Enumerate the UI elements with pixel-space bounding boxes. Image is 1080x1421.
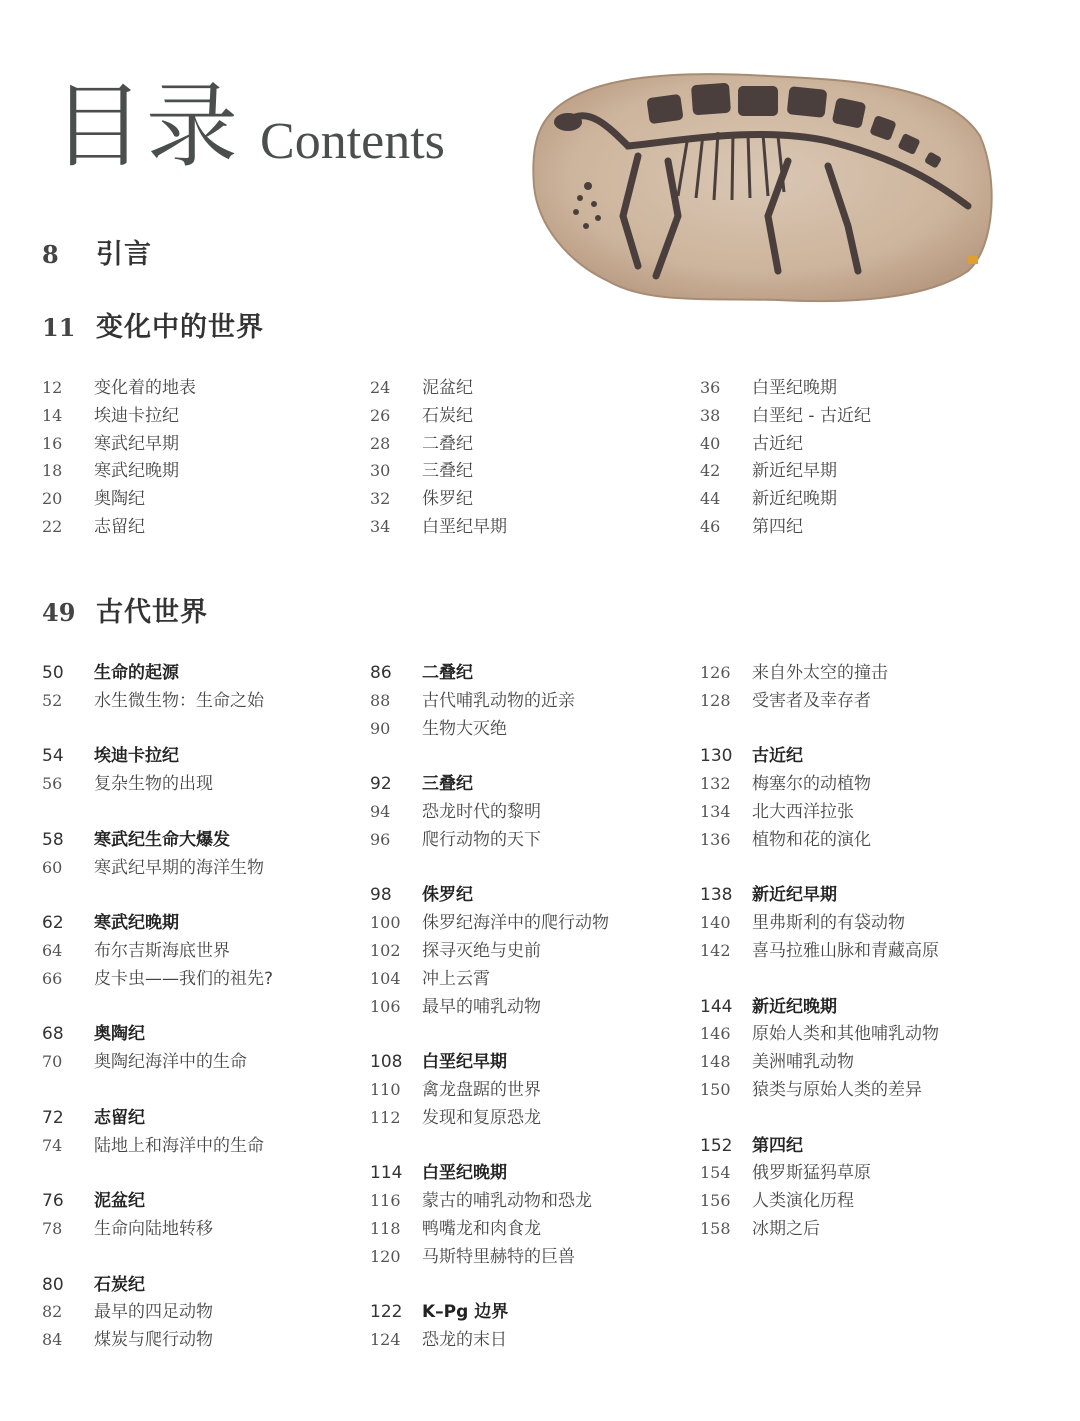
toc-entry-title: 来自外太空的撞击 (752, 663, 888, 683)
toc-page-number: 30 (370, 461, 391, 481)
toc-spacer (42, 1242, 372, 1270)
toc-spacer (700, 964, 1030, 992)
toc-chapter-heading[interactable] (42, 1019, 372, 1047)
toc-entry-title: 布尔吉斯海底世界 (94, 940, 230, 961)
toc-entry[interactable] (370, 1242, 700, 1270)
toc-page-number: 92 (370, 774, 392, 795)
toc-entry[interactable] (700, 769, 1030, 797)
toc-entry[interactable] (370, 512, 700, 540)
toc-entry[interactable] (370, 825, 700, 853)
toc-page-number: 44 (700, 489, 721, 509)
toc-page-number: 90 (370, 718, 391, 738)
toc-page-number: 122 (370, 1302, 403, 1323)
toc-spacer (370, 1131, 700, 1159)
toc-page-number: 116 (370, 1191, 401, 1211)
toc-page-number: 56 (42, 774, 63, 794)
toc-chapter-heading[interactable] (370, 1047, 700, 1075)
section-title: 古代世界 (96, 597, 208, 628)
toc-page-number: 86 (370, 663, 392, 683)
toc-page-number: 106 (370, 996, 401, 1016)
toc-chapter-heading[interactable] (370, 769, 700, 797)
toc-entry[interactable] (700, 456, 1030, 484)
toc-spacer (370, 1270, 700, 1298)
toc-entry[interactable] (370, 373, 700, 401)
toc-chapter-heading[interactable] (700, 741, 1030, 769)
toc-spacer (700, 714, 1030, 742)
toc-entry-title: 侏罗纪海洋中的爬行动物 (422, 913, 609, 934)
toc-page-number: 38 (700, 405, 721, 425)
toc-entry-title: 埃迪卡拉纪 (94, 405, 179, 426)
toc-entry[interactable] (42, 484, 372, 512)
toc-entry-title: 探寻灭绝与史前 (422, 940, 541, 961)
toc-entry-title: 新近纪早期 (752, 885, 837, 906)
toc-entry-title: 白垩纪晚期 (752, 378, 837, 398)
toc-chapter-heading[interactable] (42, 1186, 372, 1214)
toc-entry[interactable] (370, 1075, 700, 1103)
page-title (52, 72, 445, 182)
dinosaur-fossil-image (528, 66, 998, 306)
toc-entry[interactable] (42, 1131, 372, 1159)
toc-entry-title: 俄罗斯猛犸草原 (752, 1163, 871, 1184)
toc-entry[interactable] (370, 1214, 700, 1242)
toc-page-number: 74 (42, 1135, 63, 1155)
toc-spacer (370, 1019, 700, 1047)
toc-entry[interactable] (370, 714, 700, 742)
toc-entry[interactable] (42, 1047, 372, 1075)
toc-entry[interactable] (42, 964, 372, 992)
toc-entry-title: 志留纪 (94, 1107, 145, 1128)
toc-chapter-heading[interactable] (700, 1131, 1030, 1159)
toc-chapter-heading[interactable] (370, 1158, 700, 1186)
toc-entry-title: 最早的哺乳动物 (422, 996, 541, 1017)
toc-entry-title: 煤炭与爬行动物 (94, 1330, 213, 1351)
toc-entry-title: 鸭嘴龙和肉食龙 (422, 1218, 541, 1239)
toc-page-number: 130 (700, 746, 733, 767)
toc-column (370, 658, 700, 1353)
toc-entry-title: 奥陶纪海洋中的生命 (94, 1052, 247, 1073)
section-ancient-world[interactable] (42, 590, 208, 629)
toc-page-number: 158 (700, 1218, 731, 1238)
toc-page-number: 132 (700, 774, 731, 794)
toc-entry-title: K–Pg 边界 (422, 1302, 509, 1323)
toc-entry[interactable] (370, 401, 700, 429)
toc-page-number: 14 (42, 405, 63, 425)
toc-entry[interactable] (370, 456, 700, 484)
toc-entry[interactable] (370, 908, 700, 936)
toc-entry[interactable] (42, 401, 372, 429)
section-title: 变化中的世界 (96, 312, 264, 343)
toc-page-number: 82 (42, 1302, 63, 1322)
title-chinese: 目录 (52, 73, 241, 180)
toc-entry[interactable] (700, 908, 1030, 936)
toc-entry-title: 美洲哺乳动物 (752, 1052, 854, 1073)
toc-spacer (370, 853, 700, 881)
toc-page-number: 32 (370, 489, 391, 509)
toc-entry[interactable] (42, 1214, 372, 1242)
toc-entry[interactable] (42, 512, 372, 540)
toc-entry[interactable] (42, 936, 372, 964)
toc-page-number: 154 (700, 1163, 731, 1183)
toc-page-number: 88 (370, 690, 391, 710)
toc-entry[interactable] (700, 1186, 1030, 1214)
toc-entry-title: 奥陶纪 (94, 1024, 145, 1045)
toc-entry-title: 泥盆纪 (422, 378, 473, 398)
toc-entry-title: 恐龙时代的黎明 (422, 801, 541, 822)
section-page-number: 49 (42, 598, 76, 627)
toc-column (700, 373, 1030, 540)
toc-entry-title: 马斯特里赫特的巨兽 (422, 1246, 575, 1267)
section-page-number: 8 (42, 240, 59, 269)
toc-spacer (42, 880, 372, 908)
toc-page-number: 40 (700, 433, 721, 453)
toc-entry-title: 陆地上和海洋中的生命 (94, 1135, 264, 1156)
toc-column (370, 373, 700, 540)
toc-entry-title: 白垩纪早期 (422, 516, 507, 537)
toc-entry[interactable] (700, 401, 1030, 429)
toc-page-number: 76 (42, 1191, 64, 1212)
toc-page-number: 66 (42, 968, 63, 988)
toc-spacer (700, 1103, 1030, 1131)
toc-entry-title: 寒武纪早期的海洋生物 (94, 857, 264, 878)
toc-page-number: 142 (700, 940, 731, 960)
toc-page-number: 54 (42, 746, 64, 767)
toc-entry[interactable] (42, 1325, 372, 1353)
toc-page-number: 152 (700, 1135, 733, 1156)
toc-column (42, 658, 372, 1353)
toc-entry[interactable] (42, 853, 372, 881)
toc-entry[interactable] (370, 686, 700, 714)
toc-entry[interactable] (370, 1325, 700, 1353)
toc-entry-title: 发现和复原恐龙 (422, 1107, 541, 1128)
toc-page-number: 128 (700, 690, 731, 710)
toc-entry[interactable] (700, 797, 1030, 825)
toc-entry[interactable] (370, 1186, 700, 1214)
toc-entry[interactable] (700, 936, 1030, 964)
toc-page-number: 148 (700, 1052, 731, 1072)
toc-page-number: 62 (42, 913, 64, 934)
toc-chapter-heading[interactable] (42, 1103, 372, 1131)
toc-page-number: 114 (370, 1163, 403, 1184)
toc-entry[interactable] (42, 686, 372, 714)
toc-entry[interactable] (700, 825, 1030, 853)
toc-chapter-heading[interactable] (700, 880, 1030, 908)
toc-entry[interactable] (42, 769, 372, 797)
toc-page-number: 68 (42, 1024, 64, 1045)
toc-entry-title: 三叠纪 (422, 774, 473, 795)
toc-page-number: 110 (370, 1079, 401, 1099)
toc-entry-title: 新近纪早期 (752, 461, 837, 482)
toc-entry-title: 复杂生物的出现 (94, 774, 213, 795)
toc-entry[interactable] (370, 797, 700, 825)
toc-entry-title: 禽龙盘踞的世界 (422, 1079, 541, 1100)
toc-page-number: 34 (370, 516, 391, 536)
toc-page-number: 84 (42, 1330, 63, 1350)
toc-page-number: 20 (42, 489, 63, 509)
toc-page-number: 96 (370, 829, 391, 849)
toc-page-number: 26 (370, 405, 391, 425)
toc-spacer (42, 1158, 372, 1186)
toc-page-number: 126 (700, 663, 731, 682)
toc-entry-title: 生命向陆地转移 (94, 1218, 213, 1239)
toc-entry[interactable] (42, 1297, 372, 1325)
toc-entry-title: 新近纪晚期 (752, 996, 837, 1017)
toc-entry-title: 泥盆纪 (94, 1191, 145, 1212)
toc-entry-title: 白垩纪早期 (422, 1052, 507, 1073)
toc-entry-title: 生物大灭绝 (422, 718, 507, 739)
toc-entry[interactable] (700, 658, 1030, 686)
section-page-number: 11 (42, 313, 76, 342)
toc-entry-title: 二叠纪 (422, 433, 473, 454)
toc-entry[interactable] (42, 456, 372, 484)
toc-entry[interactable] (370, 1103, 700, 1131)
toc-entry-title: 白垩纪 - 古近纪 (752, 405, 871, 426)
toc-page-number: 136 (700, 829, 731, 849)
toc-page-number: 156 (700, 1191, 731, 1211)
toc-entry[interactable] (700, 1158, 1030, 1186)
toc-entry[interactable] (700, 1047, 1030, 1075)
toc-spacer (42, 714, 372, 742)
toc-page-number: 112 (370, 1107, 401, 1127)
toc-page-number: 12 (42, 378, 63, 397)
toc-entry-title: 最早的四足动物 (94, 1302, 213, 1323)
toc-entry-title: 人类演化历程 (752, 1191, 854, 1212)
toc-entry[interactable] (370, 992, 700, 1020)
toc-page-number: 60 (42, 857, 63, 877)
toc-page-number: 94 (370, 801, 391, 821)
toc-chapter-heading[interactable] (42, 658, 372, 686)
toc-entry-title: 石炭纪 (94, 1274, 145, 1295)
toc-chapter-heading[interactable] (370, 880, 700, 908)
title-english: Contents (260, 113, 445, 170)
toc-entry[interactable] (42, 429, 372, 457)
toc-entry-title: 三叠纪 (422, 461, 473, 482)
toc-entry[interactable] (700, 484, 1030, 512)
toc-entry[interactable] (700, 686, 1030, 714)
toc-page-number: 24 (370, 378, 391, 397)
toc-entry-title: 皮卡虫——我们的祖先? (94, 968, 274, 989)
toc-chapter-heading[interactable] (42, 1270, 372, 1298)
section-changing-world[interactable] (42, 305, 264, 344)
toc-entry[interactable] (370, 936, 700, 964)
toc-chapter-heading[interactable] (700, 992, 1030, 1020)
toc-spacer (700, 853, 1030, 881)
toc-entry-title: 志留纪 (94, 516, 145, 537)
toc-entry[interactable] (370, 429, 700, 457)
toc-entry-title: 埃迪卡拉纪 (94, 746, 179, 767)
toc-chapter-heading[interactable] (42, 741, 372, 769)
section-intro[interactable] (42, 232, 152, 271)
toc-page-number: 124 (370, 1330, 401, 1350)
toc-page-number: 46 (700, 516, 721, 536)
toc-page-number: 16 (42, 433, 63, 453)
toc-entry-title: 古代哺乳动物的近亲 (422, 690, 575, 711)
toc-page-number: 42 (700, 461, 721, 481)
toc-entry-title: 爬行动物的天下 (422, 829, 541, 850)
toc-page-number: 80 (42, 1274, 64, 1295)
toc-entry-title: 寒武纪晚期 (94, 461, 179, 482)
toc-entry-title: 植物和花的演化 (752, 829, 871, 850)
toc-entry[interactable] (700, 1214, 1030, 1242)
toc-chapter-heading[interactable] (42, 908, 372, 936)
toc-entry-title: 奥陶纪 (94, 489, 145, 510)
toc-entry[interactable] (700, 373, 1030, 401)
toc-entry[interactable] (370, 964, 700, 992)
toc-entry-title: 里弗斯利的有袋动物 (752, 913, 905, 934)
toc-page-number: 144 (700, 996, 733, 1017)
toc-entry-title: 梅塞尔的动植物 (752, 774, 871, 795)
toc-entry-title: 古近纪 (752, 433, 803, 454)
toc-entry-title: 冰期之后 (752, 1218, 820, 1239)
toc-page-number: 100 (370, 913, 401, 933)
toc-entry-title: 侏罗纪 (422, 885, 473, 906)
toc-entry-title: 寒武纪早期 (94, 433, 179, 454)
toc-entry-title: 寒武纪生命大爆发 (94, 829, 230, 850)
toc-page-number: 52 (42, 690, 63, 710)
toc-entry-title: 冲上云霄 (422, 968, 490, 989)
toc-entry-title: 新近纪晚期 (752, 489, 837, 510)
toc-entry-title: 蒙古的哺乳动物和恐龙 (422, 1191, 592, 1212)
toc-chapter-heading[interactable] (42, 825, 372, 853)
toc-entry[interactable] (700, 1019, 1030, 1047)
toc-page-number: 18 (42, 461, 63, 481)
toc-page-number: 22 (42, 516, 63, 536)
toc-entry-title: 寒武纪晚期 (94, 913, 179, 934)
toc-column (700, 658, 1030, 1242)
toc-entry-title: 侏罗纪 (422, 489, 473, 510)
toc-entry[interactable] (42, 373, 372, 401)
toc-spacer (42, 992, 372, 1020)
toc-entry[interactable] (700, 429, 1030, 457)
toc-entry[interactable] (700, 512, 1030, 540)
toc-spacer (370, 741, 700, 769)
toc-page-number: 146 (700, 1024, 731, 1044)
toc-spacer (42, 797, 372, 825)
toc-entry-title: 北大西洋拉张 (752, 801, 854, 822)
toc-page-number: 108 (370, 1052, 403, 1073)
toc-chapter-heading[interactable] (370, 658, 700, 686)
toc-entry-title: 白垩纪晚期 (422, 1163, 507, 1184)
toc-entry-title: 变化着的地表 (94, 378, 196, 398)
toc-entry-title: 原始人类和其他哺乳动物 (752, 1024, 939, 1045)
toc-page-number: 120 (370, 1246, 401, 1266)
toc-page-number: 78 (42, 1218, 63, 1238)
toc-page-number: 98 (370, 885, 392, 906)
toc-page-number: 104 (370, 968, 401, 988)
toc-entry-title: 恐龙的末日 (422, 1330, 507, 1351)
toc-entry[interactable] (370, 484, 700, 512)
toc-page-number: 134 (700, 801, 731, 821)
toc-entry-title: 第四纪 (752, 516, 803, 537)
toc-page-number: 102 (370, 940, 401, 960)
toc-page-number: 72 (42, 1107, 64, 1128)
toc-page-number: 50 (42, 663, 64, 683)
toc-entry-title: 第四纪 (752, 1135, 803, 1156)
toc-entry[interactable] (700, 1075, 1030, 1103)
toc-page-number: 70 (42, 1052, 63, 1072)
toc-page-number: 150 (700, 1079, 731, 1099)
toc-chapter-heading[interactable] (370, 1297, 700, 1325)
toc-page-number: 138 (700, 885, 733, 906)
toc-page-number: 36 (700, 378, 721, 397)
toc-page-number: 140 (700, 913, 731, 933)
toc-entry-title: 受害者及幸存者 (752, 690, 871, 711)
toc-page-number: 58 (42, 829, 64, 850)
toc-entry-title: 猿类与原始人类的差异 (752, 1079, 922, 1100)
toc-entry-title: 二叠纪 (422, 663, 473, 683)
toc-spacer (42, 1075, 372, 1103)
toc-entry-title: 生命的起源 (94, 663, 179, 683)
toc-entry-title: 石炭纪 (422, 405, 473, 426)
toc-entry-title: 喜马拉雅山脉和青藏高原 (752, 940, 939, 961)
toc-column (42, 373, 372, 540)
toc-entry-title: 水生微生物：生命之始 (94, 690, 264, 711)
toc-page-number: 64 (42, 940, 63, 960)
toc-entry-title: 古近纪 (752, 746, 803, 767)
toc-page-number: 28 (370, 433, 391, 453)
toc-page-number: 118 (370, 1218, 401, 1238)
section-title: 引言 (96, 239, 152, 270)
